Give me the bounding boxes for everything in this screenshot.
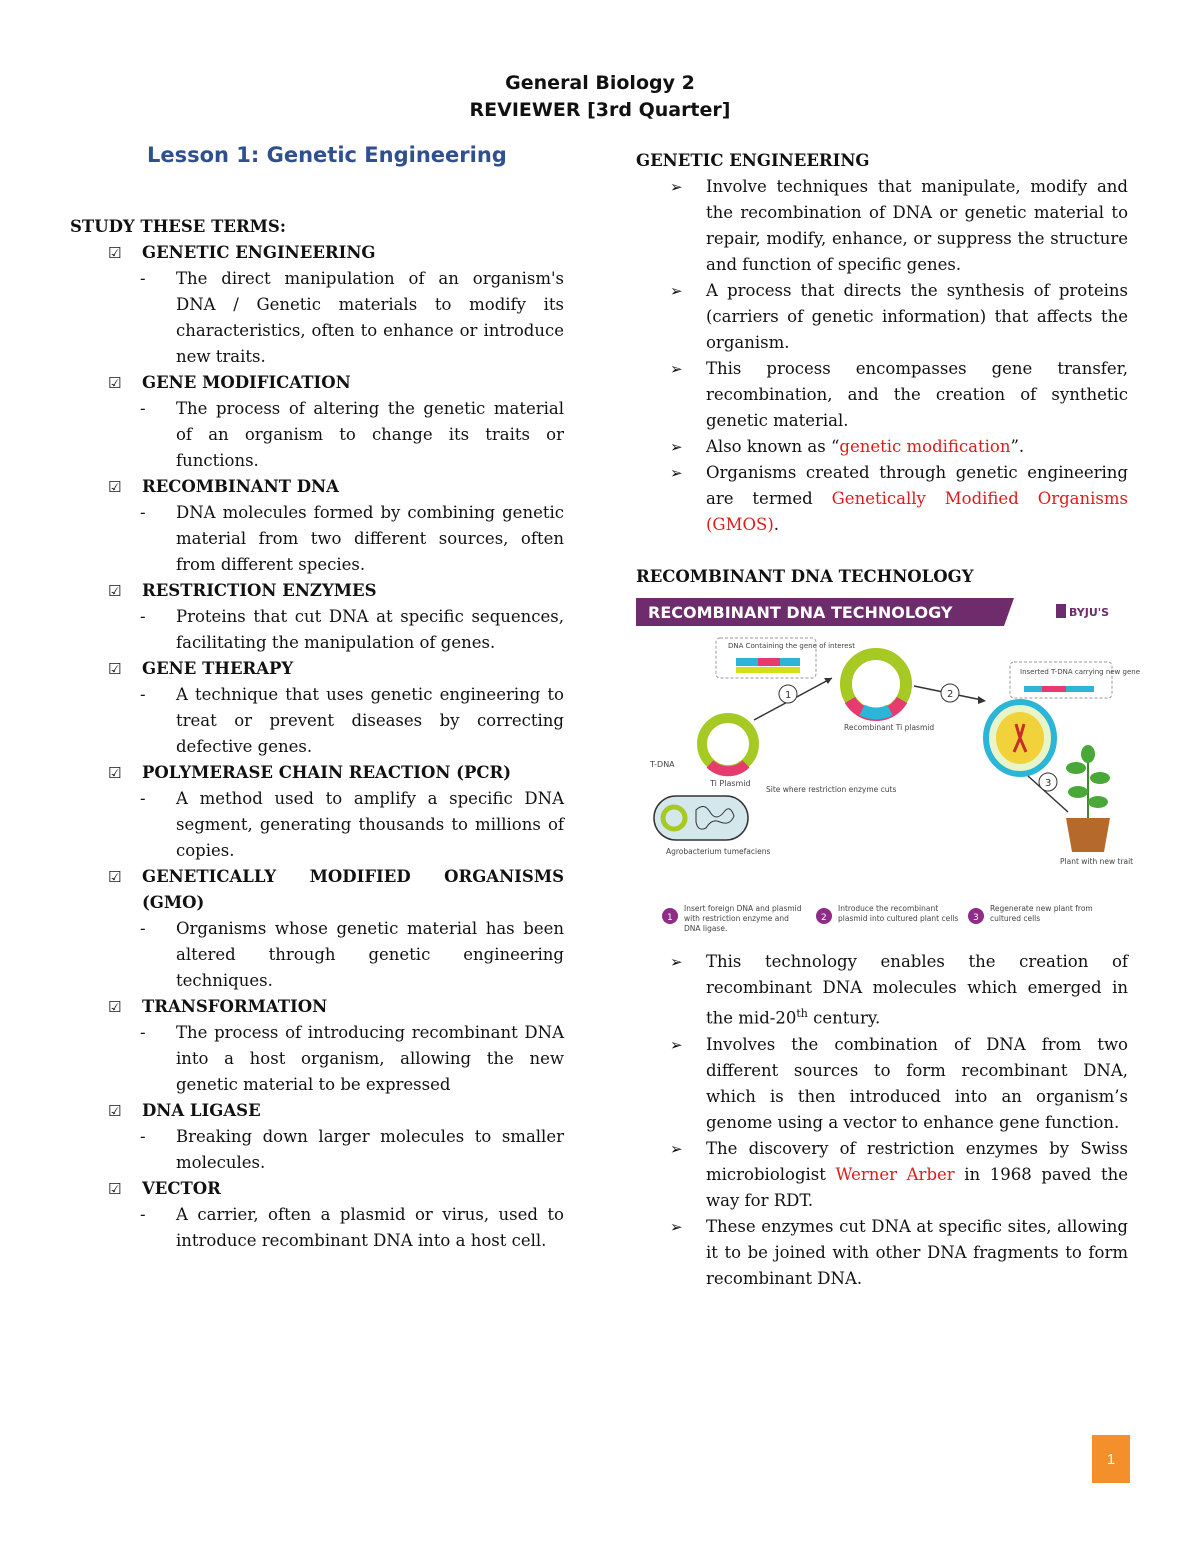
rdt-diagram-svg xyxy=(636,596,1141,941)
byjus-logo-icon xyxy=(1056,604,1066,618)
term-item xyxy=(70,994,564,1098)
dna-segment-yellow xyxy=(736,667,800,673)
term-name: POLYMERASE CHAIN REACTION (PCR) xyxy=(142,763,512,782)
dna-segment-pink xyxy=(758,658,780,666)
checkbox-icon: ☑ xyxy=(108,244,122,262)
plant-label: Plant with new trait xyxy=(1060,857,1134,866)
dash-bullet: - xyxy=(140,685,146,704)
document-header xyxy=(0,70,1200,124)
term-item xyxy=(70,656,564,760)
page-number-badge xyxy=(1092,1435,1130,1483)
list-item: ➢ Organisms created through genetic engineering are termed Genetically Modified Organisms (GMOS). xyxy=(636,460,1128,538)
header-reviewer: REVIEWER [3rd Quarter] xyxy=(469,99,731,121)
term-item xyxy=(70,1176,564,1254)
dash-bullet: - xyxy=(140,503,146,522)
checkbox-icon: ☑ xyxy=(108,582,122,600)
highlight-red: Genetically Modified Organisms (GMOS) xyxy=(706,489,1128,534)
header-course: General Biology 2 xyxy=(505,72,695,94)
term-definition: Proteins that cut DNA at specific sequences, facilitating the manipulation of genes. xyxy=(176,607,564,652)
lesson-title: Lesson 1: Genetic Engineering xyxy=(147,143,507,167)
byjus-logo: BYJU'S xyxy=(1069,606,1110,619)
term-definition: The process of introducing recombinant DNA into a host organism, allowing the new genetic material to be expressed xyxy=(176,1023,564,1094)
highlight-red: genetic modification xyxy=(839,437,1011,456)
list-item: ➢ A process that directs the synthesis of proteins (carriers of genetic information) that affects the organism. xyxy=(636,278,1128,356)
recombinant-insert-blue xyxy=(862,710,890,713)
arrow-bullet-icon: ➢ xyxy=(670,1139,683,1158)
term-definition: Breaking down larger molecules to smaller molecules. xyxy=(176,1127,564,1172)
study-terms-heading: STUDY THESE TERMS: xyxy=(70,217,286,236)
svg-text:1: 1 xyxy=(667,913,673,923)
banner-title: RECOMBINANT DNA TECHNOLOGY xyxy=(648,603,953,622)
checkbox-icon: ☑ xyxy=(108,374,122,392)
list-item: ➢ The discovery of restriction enzymes by Swiss microbiologist Werner Arber in 1968 paved the way for RDT. xyxy=(636,1136,1128,1214)
term-definition: The direct manipulation of an organism's DNA / Genetic materials to modify its characteristics, often to enhance or introduce new traits. xyxy=(176,269,564,366)
term-name: TRANSFORMATION xyxy=(142,997,328,1016)
checkbox-icon: ☑ xyxy=(108,1180,122,1198)
arrow-bullet-icon: ➢ xyxy=(670,178,683,196)
step3-marker-num: 3 xyxy=(1045,778,1052,789)
checkbox-icon: ☑ xyxy=(108,660,122,678)
genetic-engineering-heading: GENETIC ENGINEERING xyxy=(636,151,870,170)
term-item xyxy=(70,474,564,578)
left-column xyxy=(70,140,564,1254)
legend-step3-text: Regenerate new plant from cultured cells xyxy=(990,904,1093,923)
term-definition: A method used to amplify a specific DNA segment, generating thousands to millions of copies. xyxy=(176,789,564,860)
dash-bullet: - xyxy=(140,607,146,626)
agrobacterium-label: Agrobacterium tumefaciens xyxy=(666,847,771,856)
dash-bullet: - xyxy=(140,1023,146,1042)
term-definition: The process of altering the genetic material of an organism to change its traits or functions. xyxy=(176,399,564,470)
arrow-bullet-icon: ➢ xyxy=(670,1035,683,1054)
tdna-label: T-DNA xyxy=(650,760,675,769)
step1-marker-num: 1 xyxy=(785,690,792,701)
svg-text:3: 3 xyxy=(973,913,979,923)
dash-bullet: - xyxy=(140,269,146,288)
term-item xyxy=(70,578,564,656)
term-name: DNA LIGASE xyxy=(142,1101,261,1120)
term-definition: DNA molecules formed by combining genetic material from two different sources, often from different species. xyxy=(176,503,564,574)
term-definition: A technique that uses genetic engineering to treat or prevent diseases by correcting defective genes. xyxy=(176,685,564,756)
plant-leaf-icon xyxy=(1066,762,1086,774)
checkbox-icon: ☑ xyxy=(108,478,122,496)
term-name: RECOMBINANT DNA xyxy=(142,477,339,496)
restriction-site-label: Site where restriction enzyme cuts xyxy=(766,785,897,794)
legend-step1-text: Insert foreign DNA and plasmid with restriction enzyme and DNA ligase. xyxy=(684,904,802,933)
recombinant-label: Recombinant Ti plasmid xyxy=(844,723,935,732)
right-column xyxy=(636,148,1141,1292)
term-name: GENETIC ENGINEERING xyxy=(142,243,376,262)
term-definition: Organisms whose genetic material has been altered through genetic engineering techniques. xyxy=(176,919,564,990)
ti-plasmid-label: Ti Plasmid xyxy=(710,779,751,788)
term-name: RESTRICTION ENZYMES xyxy=(142,581,377,600)
step2-marker-num: 2 xyxy=(947,689,954,700)
term-item xyxy=(70,1098,564,1176)
checkbox-icon: ☑ xyxy=(108,1102,122,1120)
terms-list xyxy=(70,240,564,1254)
arrow-bullet-icon: ➢ xyxy=(670,1217,683,1236)
term-item xyxy=(70,240,564,370)
dash-bullet: - xyxy=(140,789,146,808)
list-item: ➢ This process encompasses gene transfer, recombination, and the creation of synthetic genetic material. xyxy=(636,356,1128,434)
term-name: GENE MODIFICATION xyxy=(142,373,351,392)
dash-bullet: - xyxy=(140,1127,146,1146)
checkbox-icon: ☑ xyxy=(108,764,122,782)
page-number: 1 xyxy=(1106,1450,1116,1468)
arrow-bullet-icon: ➢ xyxy=(670,360,683,378)
highlight-red: Werner Arber xyxy=(835,1164,955,1184)
ti-plasmid xyxy=(702,718,754,770)
list-item: ➢ These enzymes cut DNA at specific sites, allowing it to be joined with other DNA fragments to form recombinant DNA. xyxy=(636,1214,1128,1292)
svg-text:DNA Containing the gene of int xyxy=(728,642,855,650)
genetic-engineering-list xyxy=(636,174,1128,538)
rdt-diagram xyxy=(636,596,1141,941)
arrow-bullet-icon: ➢ xyxy=(670,438,683,456)
rdt-list xyxy=(636,949,1128,1292)
term-name: GENETICALLY MODIFIED ORGANISMS (GMO) xyxy=(142,867,564,912)
checkbox-icon: ☑ xyxy=(108,998,122,1016)
arrow-bullet-icon: ➢ xyxy=(670,464,683,482)
inserted-tdna-label: Inserted T-DNA carrying new gene xyxy=(1020,668,1141,676)
agrobacterium-cell xyxy=(654,796,748,840)
arrow-bullet-icon: ➢ xyxy=(670,953,683,971)
list-item: ➢ Also known as “genetic modification”. xyxy=(636,434,1128,460)
rdt-heading: RECOMBINANT DNA TECHNOLOGY xyxy=(636,567,974,586)
list-item: ➢ Involves the combination of DNA from two different sources to form recombinant DNA, which is then introduced into an organism’s genome using a vector to enhance gene function. xyxy=(636,1032,1128,1136)
term-item xyxy=(70,760,564,864)
term-name: GENE THERAPY xyxy=(142,659,294,678)
term-item xyxy=(70,370,564,474)
list-item: ➢ Involve techniques that manipulate, modify and the recombination of DNA or genetic material to repair, modify, enhance, or suppress the structure and function of specific genes. xyxy=(636,174,1128,278)
svg-text:2: 2 xyxy=(821,913,827,923)
checkbox-icon: ☑ xyxy=(108,868,122,886)
dash-bullet: - xyxy=(140,399,146,418)
dash-bullet: - xyxy=(140,919,146,938)
dna-interest-label: DNA Containing the gene of interest xyxy=(728,642,855,650)
term-item xyxy=(70,864,564,994)
term-definition: A carrier, often a plasmid or virus, used to introduce recombinant DNA into a host cell. xyxy=(176,1205,564,1250)
list-item: ➢ This technology enables the creation of recombinant DNA molecules which emerged in the mid-20th century. xyxy=(636,949,1128,1032)
arrow-bullet-icon: ➢ xyxy=(670,282,683,300)
term-name: VECTOR xyxy=(142,1179,221,1198)
dash-bullet: - xyxy=(140,1205,146,1224)
legend-step2-text: Introduce the recombinant plasmid into cultured plant cells xyxy=(838,904,959,923)
plant-pot-icon xyxy=(1066,818,1110,852)
